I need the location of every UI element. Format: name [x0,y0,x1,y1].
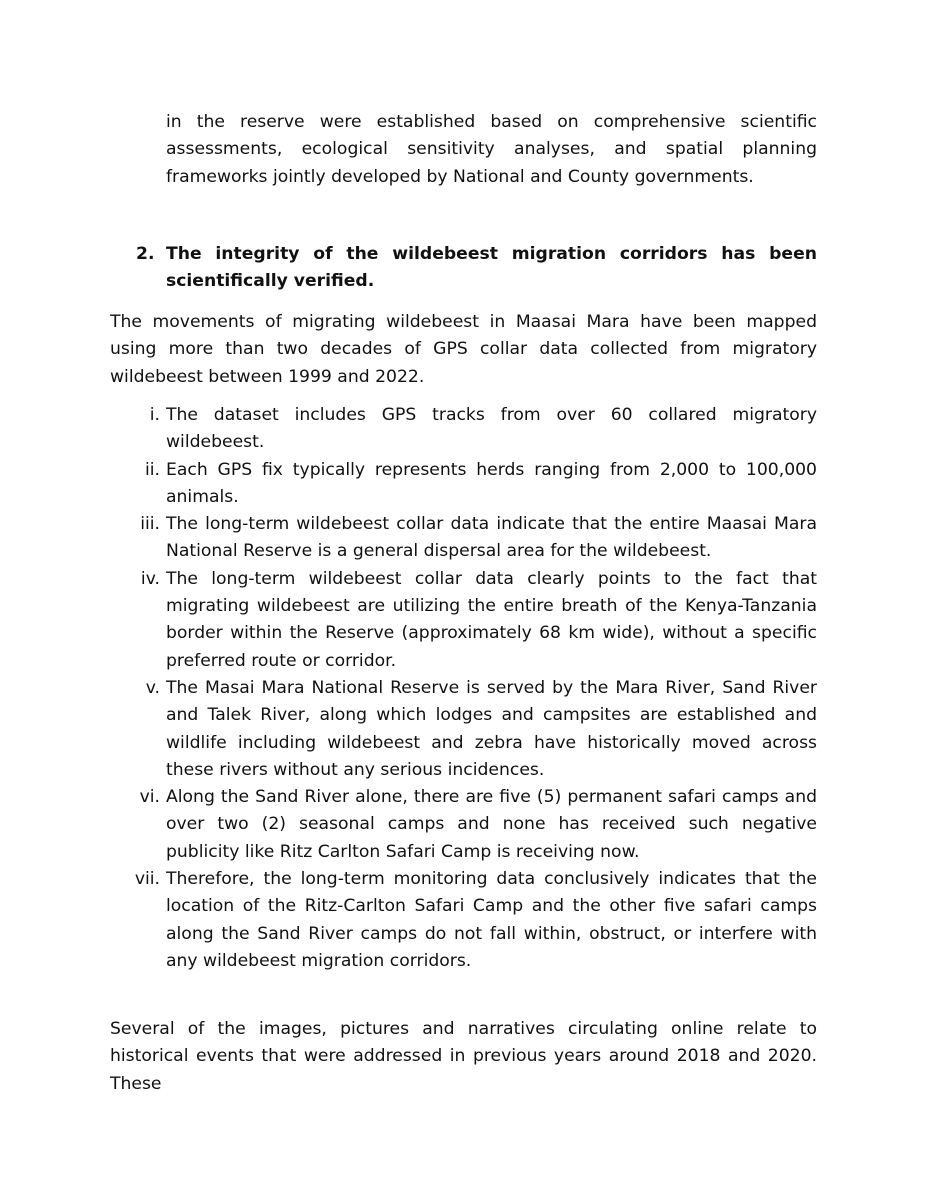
intro-paragraph: The movements of migrating wildebeest in Maasai Mara have been mapped using more than two decades of GPS collar data collected from migratory wildebeest between 1999 and 2022. [110,312,817,387]
list-marker: iv. [140,568,160,589]
findings-list [110,402,817,975]
list-item [110,402,817,457]
list-item [110,457,817,512]
list-marker: ii. [144,459,160,480]
list-item-text: Therefore, the long-term monitoring data conclusively indicates that the location of the Ritz-Carlton Safari Camp and the other five safari camps along the Sand River camps do not fall within, obstruct, or interfere with any wildebeest migration corridors. [166,869,817,971]
list-item [110,675,817,784]
list-item-text: Each GPS fix typically represents herds ranging from 2,000 to 100,000 animals. [166,459,817,507]
closing-paragraph: Several of the images, pictures and narratives circulating online relate to historical events that were addressed in previous years around 2018 and 2020. These [110,1019,817,1094]
section-heading [136,241,817,296]
list-item-text: The Masai Mara National Reserve is served by the Mara River, Sand River and Talek River, along which lodges and campsites are established and wildlife including wildebeest and zebra have historically moved across these rivers without any serious incidences. [166,677,817,780]
list-item [110,511,817,566]
list-item-text: Along the Sand River alone, there are five (5) permanent safari camps and over two (2) seasonal camps and none has received such negative publicity like Ritz Carlton Safari Camp is receiving now. [166,787,817,862]
list-item-text: The dataset includes GPS tracks from over 60 collared migratory wildebeest. [166,405,817,453]
list-item [110,784,817,866]
list-marker: vi. [139,787,160,808]
list-marker: v. [145,677,160,698]
list-item-text: The long-term wildebeest collar data indicate that the entire Maasai Mara National Reserve is a general dispersal area for the wildebeest. [166,514,817,562]
list-marker: vii. [134,869,160,890]
list-item-text: The long-term wildebeest collar data clearly points to the fact that migrating wildebeest are utilizing the entire breath of the Kenya-Tanzania border within the Reserve (approximately 68 km wide), without a specific preferred route or corridor. [166,568,817,671]
list-marker: i. [149,405,160,425]
list-marker: iii. [140,514,160,535]
continuation-paragraph: in the reserve were established based on comprehensive scientific assessments, ecological sensitivity analyses, and spatial planning frameworks jointly developed by National and County governments. [166,112,817,187]
section-number: 2. [136,244,155,264]
list-item [110,566,817,675]
list-item [110,866,817,975]
section-title: The integrity of the wildebeest migration corridors has been scientifically verified. [166,244,817,292]
